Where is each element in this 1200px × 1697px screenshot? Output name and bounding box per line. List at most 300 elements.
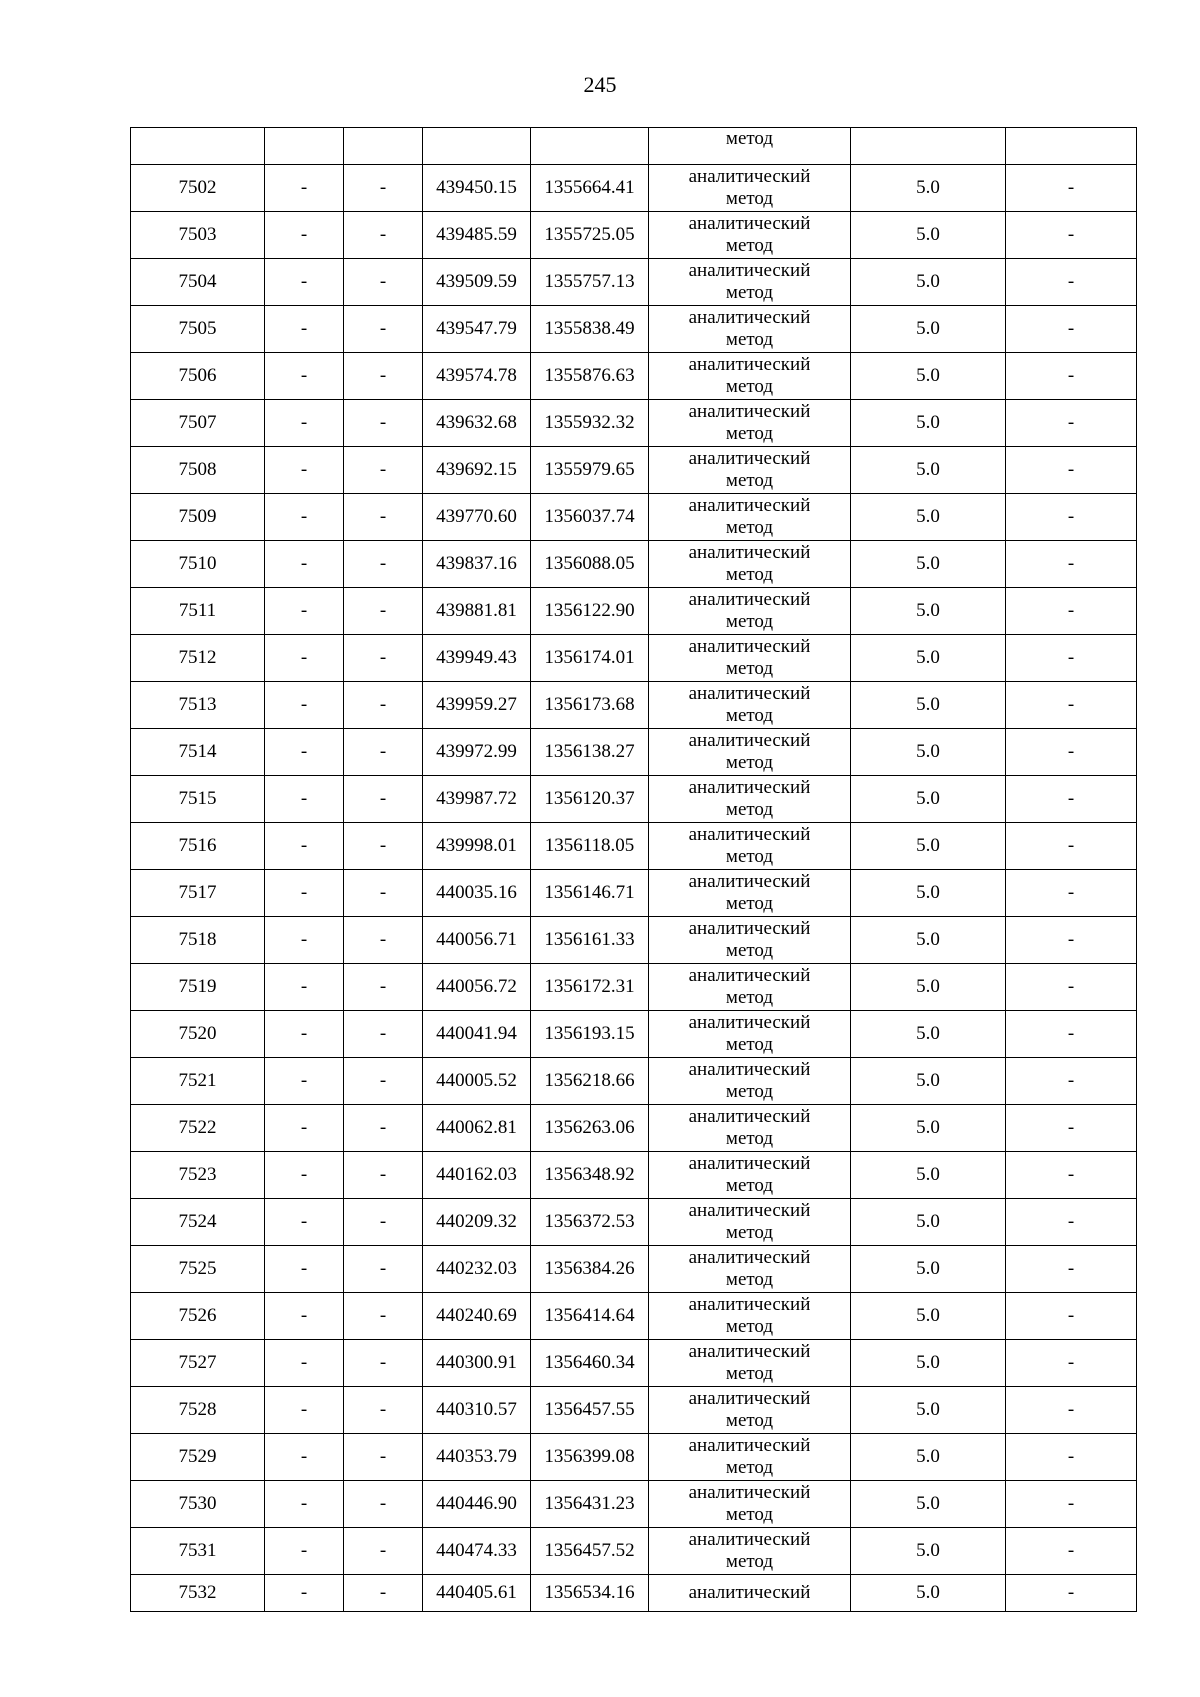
cell-method bbox=[649, 1058, 851, 1105]
table-row bbox=[131, 1246, 1137, 1293]
cell-col2: - bbox=[265, 635, 344, 682]
cell-accuracy: 5.0 bbox=[851, 1246, 1006, 1293]
method-text: аналитический bbox=[688, 448, 811, 469]
method-text: аналитический bbox=[688, 1012, 811, 1033]
cell-col3: - bbox=[344, 635, 423, 682]
method-text: аналитический bbox=[688, 589, 811, 610]
method-text: аналитический bbox=[688, 1435, 811, 1456]
cell-method bbox=[649, 541, 851, 588]
cell-point-number: 7530 bbox=[131, 1481, 265, 1528]
table-row bbox=[131, 1011, 1137, 1058]
cell-method bbox=[649, 917, 851, 964]
cell-x-coordinate: 440474.33 bbox=[423, 1528, 531, 1575]
cell-col3: - bbox=[344, 776, 423, 823]
method-text: аналитический bbox=[688, 1247, 811, 1268]
cell-col2: - bbox=[265, 541, 344, 588]
table-row bbox=[131, 1199, 1137, 1246]
cell-col3: - bbox=[344, 729, 423, 776]
cell-method bbox=[649, 1387, 851, 1434]
cell-x-coordinate: 439509.59 bbox=[423, 259, 531, 306]
method-text: аналитический bbox=[688, 1294, 811, 1315]
cell-point-number: 7509 bbox=[131, 494, 265, 541]
cell-y-coordinate: 1356161.33 bbox=[531, 917, 649, 964]
method-text: метод bbox=[725, 1128, 774, 1149]
coordinates-table bbox=[130, 127, 1137, 1612]
method-text: аналитический bbox=[688, 683, 811, 704]
method-text: метод bbox=[725, 376, 774, 397]
cell-method bbox=[649, 259, 851, 306]
cell-accuracy: 5.0 bbox=[851, 212, 1006, 259]
cell-col8: - bbox=[1006, 1575, 1137, 1612]
method-text: аналитический bbox=[688, 1582, 811, 1603]
cell-empty bbox=[1006, 128, 1137, 165]
cell-col8: - bbox=[1006, 306, 1137, 353]
table-row bbox=[131, 1481, 1137, 1528]
table-row bbox=[131, 447, 1137, 494]
cell-accuracy: 5.0 bbox=[851, 964, 1006, 1011]
cell-y-coordinate: 1355876.63 bbox=[531, 353, 649, 400]
method-text: аналитический bbox=[688, 1200, 811, 1221]
cell-x-coordinate: 439959.27 bbox=[423, 682, 531, 729]
cell-col3: - bbox=[344, 588, 423, 635]
cell-col2: - bbox=[265, 729, 344, 776]
cell-col2: - bbox=[265, 1246, 344, 1293]
cell-accuracy: 5.0 bbox=[851, 729, 1006, 776]
cell-col3: - bbox=[344, 1481, 423, 1528]
cell-x-coordinate: 440162.03 bbox=[423, 1152, 531, 1199]
cell-point-number: 7503 bbox=[131, 212, 265, 259]
cell-point-number: 7529 bbox=[131, 1434, 265, 1481]
cell-col3: - bbox=[344, 1434, 423, 1481]
method-text: аналитический bbox=[688, 730, 811, 751]
cell-y-coordinate: 1356174.01 bbox=[531, 635, 649, 682]
cell-accuracy: 5.0 bbox=[851, 1199, 1006, 1246]
cell-x-coordinate: 440041.94 bbox=[423, 1011, 531, 1058]
cell-point-number: 7510 bbox=[131, 541, 265, 588]
method-text: метод bbox=[725, 517, 774, 538]
method-text: метод bbox=[725, 282, 774, 303]
method-text: метод bbox=[725, 564, 774, 585]
cell-col8: - bbox=[1006, 870, 1137, 917]
cell-col2: - bbox=[265, 1293, 344, 1340]
method-text: метод bbox=[725, 1410, 774, 1431]
cell-col8: - bbox=[1006, 1528, 1137, 1575]
cell-y-coordinate: 1355932.32 bbox=[531, 400, 649, 447]
cell-y-coordinate: 1356146.71 bbox=[531, 870, 649, 917]
cell-y-coordinate: 1355757.13 bbox=[531, 259, 649, 306]
method-text: аналитический bbox=[688, 871, 811, 892]
cell-col2: - bbox=[265, 1199, 344, 1246]
cell-point-number: 7532 bbox=[131, 1575, 265, 1612]
table-row bbox=[131, 212, 1137, 259]
method-text: аналитический bbox=[688, 1153, 811, 1174]
table-row bbox=[131, 917, 1137, 964]
cell-y-coordinate: 1356414.64 bbox=[531, 1293, 649, 1340]
cell-x-coordinate: 440062.81 bbox=[423, 1105, 531, 1152]
cell-accuracy: 5.0 bbox=[851, 1528, 1006, 1575]
cell-method-fragment bbox=[649, 128, 851, 165]
cell-col8: - bbox=[1006, 1199, 1137, 1246]
table-row bbox=[131, 870, 1137, 917]
cell-accuracy: 5.0 bbox=[851, 1105, 1006, 1152]
cell-col8: - bbox=[1006, 212, 1137, 259]
table-row bbox=[131, 1058, 1137, 1105]
cell-x-coordinate: 439837.16 bbox=[423, 541, 531, 588]
cell-y-coordinate: 1355838.49 bbox=[531, 306, 649, 353]
cell-accuracy: 5.0 bbox=[851, 353, 1006, 400]
method-text: аналитический bbox=[688, 1341, 811, 1362]
method-text: метод bbox=[725, 611, 774, 632]
cell-method bbox=[649, 165, 851, 212]
cell-col3: - bbox=[344, 870, 423, 917]
cell-y-coordinate: 1356457.52 bbox=[531, 1528, 649, 1575]
cell-empty bbox=[131, 128, 265, 165]
method-text: метод bbox=[725, 1504, 774, 1525]
cell-col2: - bbox=[265, 1387, 344, 1434]
cell-y-coordinate: 1356218.66 bbox=[531, 1058, 649, 1105]
table-row bbox=[131, 588, 1137, 635]
method-text: метод bbox=[725, 1081, 774, 1102]
cell-method bbox=[649, 729, 851, 776]
cell-accuracy: 5.0 bbox=[851, 1340, 1006, 1387]
cell-col3: - bbox=[344, 682, 423, 729]
method-text: метод bbox=[725, 799, 774, 820]
method-text: метод bbox=[725, 940, 774, 961]
cell-point-number: 7525 bbox=[131, 1246, 265, 1293]
cell-point-number: 7519 bbox=[131, 964, 265, 1011]
cell-col8: - bbox=[1006, 1105, 1137, 1152]
cell-method bbox=[649, 1293, 851, 1340]
cell-accuracy: 5.0 bbox=[851, 447, 1006, 494]
table-row bbox=[131, 1575, 1137, 1612]
table-row bbox=[131, 1340, 1137, 1387]
cell-empty bbox=[265, 128, 344, 165]
page-number: 245 bbox=[583, 72, 617, 97]
cell-accuracy: 5.0 bbox=[851, 588, 1006, 635]
cell-col8: - bbox=[1006, 541, 1137, 588]
cell-col2: - bbox=[265, 1105, 344, 1152]
cell-point-number: 7524 bbox=[131, 1199, 265, 1246]
method-text: метод bbox=[725, 1551, 774, 1572]
cell-method bbox=[649, 212, 851, 259]
method-text: аналитический bbox=[688, 354, 811, 375]
cell-col3: - bbox=[344, 259, 423, 306]
cell-y-coordinate: 1356399.08 bbox=[531, 1434, 649, 1481]
cell-col2: - bbox=[265, 353, 344, 400]
cell-y-coordinate: 1356088.05 bbox=[531, 541, 649, 588]
cell-x-coordinate: 440310.57 bbox=[423, 1387, 531, 1434]
cell-point-number: 7526 bbox=[131, 1293, 265, 1340]
cell-accuracy: 5.0 bbox=[851, 1575, 1006, 1612]
cell-col2: - bbox=[265, 823, 344, 870]
cell-accuracy: 5.0 bbox=[851, 1481, 1006, 1528]
cell-point-number: 7523 bbox=[131, 1152, 265, 1199]
cell-col8: - bbox=[1006, 1340, 1137, 1387]
table-row bbox=[131, 165, 1137, 212]
cell-accuracy: 5.0 bbox=[851, 400, 1006, 447]
cell-y-coordinate: 1356372.53 bbox=[531, 1199, 649, 1246]
cell-col2: - bbox=[265, 494, 344, 541]
cell-method bbox=[649, 870, 851, 917]
method-text: аналитический bbox=[688, 777, 811, 798]
table-row bbox=[131, 353, 1137, 400]
cell-accuracy: 5.0 bbox=[851, 870, 1006, 917]
cell-x-coordinate: 440209.32 bbox=[423, 1199, 531, 1246]
cell-point-number: 7506 bbox=[131, 353, 265, 400]
cell-col2: - bbox=[265, 1481, 344, 1528]
table-row bbox=[131, 1387, 1137, 1434]
method-text: метод bbox=[725, 1034, 774, 1055]
cell-col3: - bbox=[344, 447, 423, 494]
cell-method bbox=[649, 635, 851, 682]
cell-y-coordinate: 1355979.65 bbox=[531, 447, 649, 494]
cell-point-number: 7502 bbox=[131, 165, 265, 212]
cell-col2: - bbox=[265, 776, 344, 823]
cell-col2: - bbox=[265, 447, 344, 494]
cell-point-number: 7527 bbox=[131, 1340, 265, 1387]
cell-y-coordinate: 1355664.41 bbox=[531, 165, 649, 212]
cell-col3: - bbox=[344, 541, 423, 588]
cell-x-coordinate: 439547.79 bbox=[423, 306, 531, 353]
method-text: аналитический bbox=[688, 401, 811, 422]
method-text: аналитический bbox=[688, 542, 811, 563]
cell-accuracy: 5.0 bbox=[851, 1387, 1006, 1434]
cell-col2: - bbox=[265, 588, 344, 635]
cell-x-coordinate: 439949.43 bbox=[423, 635, 531, 682]
cell-col3: - bbox=[344, 400, 423, 447]
cell-col8: - bbox=[1006, 1434, 1137, 1481]
cell-col8: - bbox=[1006, 400, 1137, 447]
cell-col8: - bbox=[1006, 1011, 1137, 1058]
method-text: метод bbox=[725, 1175, 774, 1196]
method-text: метод bbox=[725, 846, 774, 867]
cell-accuracy: 5.0 bbox=[851, 259, 1006, 306]
cell-method bbox=[649, 1152, 851, 1199]
method-text: метод bbox=[725, 658, 774, 679]
cell-y-coordinate: 1356384.26 bbox=[531, 1246, 649, 1293]
cell-accuracy: 5.0 bbox=[851, 682, 1006, 729]
cell-point-number: 7528 bbox=[131, 1387, 265, 1434]
cell-y-coordinate: 1356172.31 bbox=[531, 964, 649, 1011]
cell-x-coordinate: 440056.71 bbox=[423, 917, 531, 964]
method-text: метод bbox=[725, 893, 774, 914]
cell-y-coordinate: 1355725.05 bbox=[531, 212, 649, 259]
table-row bbox=[131, 635, 1137, 682]
cell-col8: - bbox=[1006, 823, 1137, 870]
cell-method bbox=[649, 964, 851, 1011]
cell-col3: - bbox=[344, 212, 423, 259]
cell-col8: - bbox=[1006, 1387, 1137, 1434]
cell-col8: - bbox=[1006, 1246, 1137, 1293]
cell-x-coordinate: 440300.91 bbox=[423, 1340, 531, 1387]
cell-col8: - bbox=[1006, 1152, 1137, 1199]
method-text: аналитический bbox=[688, 307, 811, 328]
cell-x-coordinate: 440405.61 bbox=[423, 1575, 531, 1612]
cell-col3: - bbox=[344, 823, 423, 870]
cell-col8: - bbox=[1006, 1293, 1137, 1340]
cell-accuracy: 5.0 bbox=[851, 1152, 1006, 1199]
cell-y-coordinate: 1356118.05 bbox=[531, 823, 649, 870]
cell-x-coordinate: 439972.99 bbox=[423, 729, 531, 776]
cell-method bbox=[649, 306, 851, 353]
cell-col3: - bbox=[344, 964, 423, 1011]
cell-point-number: 7505 bbox=[131, 306, 265, 353]
cell-point-number: 7515 bbox=[131, 776, 265, 823]
cell-col2: - bbox=[265, 259, 344, 306]
cell-point-number: 7521 bbox=[131, 1058, 265, 1105]
cell-point-number: 7512 bbox=[131, 635, 265, 682]
cell-method bbox=[649, 682, 851, 729]
cell-col2: - bbox=[265, 1528, 344, 1575]
cell-x-coordinate: 439485.59 bbox=[423, 212, 531, 259]
cell-y-coordinate: 1356193.15 bbox=[531, 1011, 649, 1058]
cell-col8: - bbox=[1006, 1058, 1137, 1105]
table-row bbox=[131, 682, 1137, 729]
method-text: аналитический bbox=[688, 918, 811, 939]
cell-accuracy: 5.0 bbox=[851, 1434, 1006, 1481]
cell-col8: - bbox=[1006, 635, 1137, 682]
cell-col3: - bbox=[344, 1011, 423, 1058]
method-text: метод bbox=[725, 423, 774, 444]
cell-col8: - bbox=[1006, 588, 1137, 635]
cell-col8: - bbox=[1006, 447, 1137, 494]
cell-y-coordinate: 1356348.92 bbox=[531, 1152, 649, 1199]
cell-x-coordinate: 440035.16 bbox=[423, 870, 531, 917]
cell-col8: - bbox=[1006, 1481, 1137, 1528]
cell-method bbox=[649, 447, 851, 494]
method-text: аналитический bbox=[688, 824, 811, 845]
cell-col2: - bbox=[265, 1340, 344, 1387]
cell-col2: - bbox=[265, 400, 344, 447]
cell-accuracy: 5.0 bbox=[851, 635, 1006, 682]
cell-col8: - bbox=[1006, 353, 1137, 400]
cell-point-number: 7504 bbox=[131, 259, 265, 306]
cell-col8: - bbox=[1006, 682, 1137, 729]
cell-point-number: 7514 bbox=[131, 729, 265, 776]
cell-col3: - bbox=[344, 1575, 423, 1612]
cell-x-coordinate: 440056.72 bbox=[423, 964, 531, 1011]
cell-col8: - bbox=[1006, 964, 1137, 1011]
cell-method bbox=[649, 1481, 851, 1528]
cell-empty bbox=[423, 128, 531, 165]
cell-col8: - bbox=[1006, 494, 1137, 541]
cell-col2: - bbox=[265, 1152, 344, 1199]
cell-col3: - bbox=[344, 1387, 423, 1434]
cell-x-coordinate: 440446.90 bbox=[423, 1481, 531, 1528]
cell-method bbox=[649, 1246, 851, 1293]
cell-empty bbox=[851, 128, 1006, 165]
cell-col3: - bbox=[344, 1528, 423, 1575]
cell-method bbox=[649, 823, 851, 870]
method-text: аналитический bbox=[688, 1482, 811, 1503]
method-text: метод bbox=[725, 235, 774, 256]
table-row bbox=[131, 729, 1137, 776]
table-row bbox=[131, 1152, 1137, 1199]
method-text: метод bbox=[725, 1363, 774, 1384]
method-text: метод bbox=[725, 1316, 774, 1337]
cell-empty bbox=[531, 128, 649, 165]
cell-col2: - bbox=[265, 1058, 344, 1105]
cell-method bbox=[649, 1105, 851, 1152]
cell-col3: - bbox=[344, 494, 423, 541]
cell-col2: - bbox=[265, 1011, 344, 1058]
cell-x-coordinate: 439998.01 bbox=[423, 823, 531, 870]
table-row-continued bbox=[131, 128, 1137, 165]
cell-accuracy: 5.0 bbox=[851, 823, 1006, 870]
table-row bbox=[131, 494, 1137, 541]
cell-col8: - bbox=[1006, 729, 1137, 776]
cell-point-number: 7531 bbox=[131, 1528, 265, 1575]
method-text: метод bbox=[725, 1457, 774, 1478]
table-row bbox=[131, 1528, 1137, 1575]
cell-y-coordinate: 1356534.16 bbox=[531, 1575, 649, 1612]
cell-col2: - bbox=[265, 306, 344, 353]
table-row bbox=[131, 400, 1137, 447]
cell-x-coordinate: 440240.69 bbox=[423, 1293, 531, 1340]
cell-method bbox=[649, 1575, 851, 1612]
cell-accuracy: 5.0 bbox=[851, 1293, 1006, 1340]
method-text: метод bbox=[725, 188, 774, 209]
cell-method bbox=[649, 400, 851, 447]
cell-method bbox=[649, 1528, 851, 1575]
cell-col2: - bbox=[265, 1434, 344, 1481]
cell-point-number: 7507 bbox=[131, 400, 265, 447]
cell-y-coordinate: 1356138.27 bbox=[531, 729, 649, 776]
method-text: метод bbox=[725, 329, 774, 350]
table-row bbox=[131, 964, 1137, 1011]
table-row bbox=[131, 776, 1137, 823]
method-text: аналитический bbox=[688, 1388, 811, 1409]
cell-col3: - bbox=[344, 165, 423, 212]
cell-accuracy: 5.0 bbox=[851, 1011, 1006, 1058]
table-row bbox=[131, 1434, 1137, 1481]
cell-x-coordinate: 439692.15 bbox=[423, 447, 531, 494]
cell-col3: - bbox=[344, 917, 423, 964]
cell-y-coordinate: 1356460.34 bbox=[531, 1340, 649, 1387]
cell-col3: - bbox=[344, 1340, 423, 1387]
table-row bbox=[131, 1105, 1137, 1152]
method-text: аналитический bbox=[688, 166, 811, 187]
cell-method bbox=[649, 1340, 851, 1387]
cell-col2: - bbox=[265, 682, 344, 729]
cell-accuracy: 5.0 bbox=[851, 494, 1006, 541]
table-row bbox=[131, 306, 1137, 353]
cell-method bbox=[649, 588, 851, 635]
cell-col2: - bbox=[265, 964, 344, 1011]
cell-y-coordinate: 1356457.55 bbox=[531, 1387, 649, 1434]
method-text: метод bbox=[725, 987, 774, 1008]
cell-y-coordinate: 1356173.68 bbox=[531, 682, 649, 729]
cell-col3: - bbox=[344, 1105, 423, 1152]
method-text: аналитический bbox=[688, 1059, 811, 1080]
cell-col2: - bbox=[265, 165, 344, 212]
cell-col2: - bbox=[265, 870, 344, 917]
cell-col3: - bbox=[344, 1199, 423, 1246]
table-row bbox=[131, 541, 1137, 588]
cell-accuracy: 5.0 bbox=[851, 776, 1006, 823]
cell-method bbox=[649, 494, 851, 541]
cell-col2: - bbox=[265, 917, 344, 964]
table-row bbox=[131, 823, 1137, 870]
cell-x-coordinate: 440353.79 bbox=[423, 1434, 531, 1481]
cell-y-coordinate: 1356263.06 bbox=[531, 1105, 649, 1152]
cell-col8: - bbox=[1006, 776, 1137, 823]
cell-point-number: 7513 bbox=[131, 682, 265, 729]
table-body bbox=[131, 128, 1137, 1612]
cell-y-coordinate: 1356037.74 bbox=[531, 494, 649, 541]
cell-x-coordinate: 439881.81 bbox=[423, 588, 531, 635]
method-text: аналитический bbox=[688, 636, 811, 657]
